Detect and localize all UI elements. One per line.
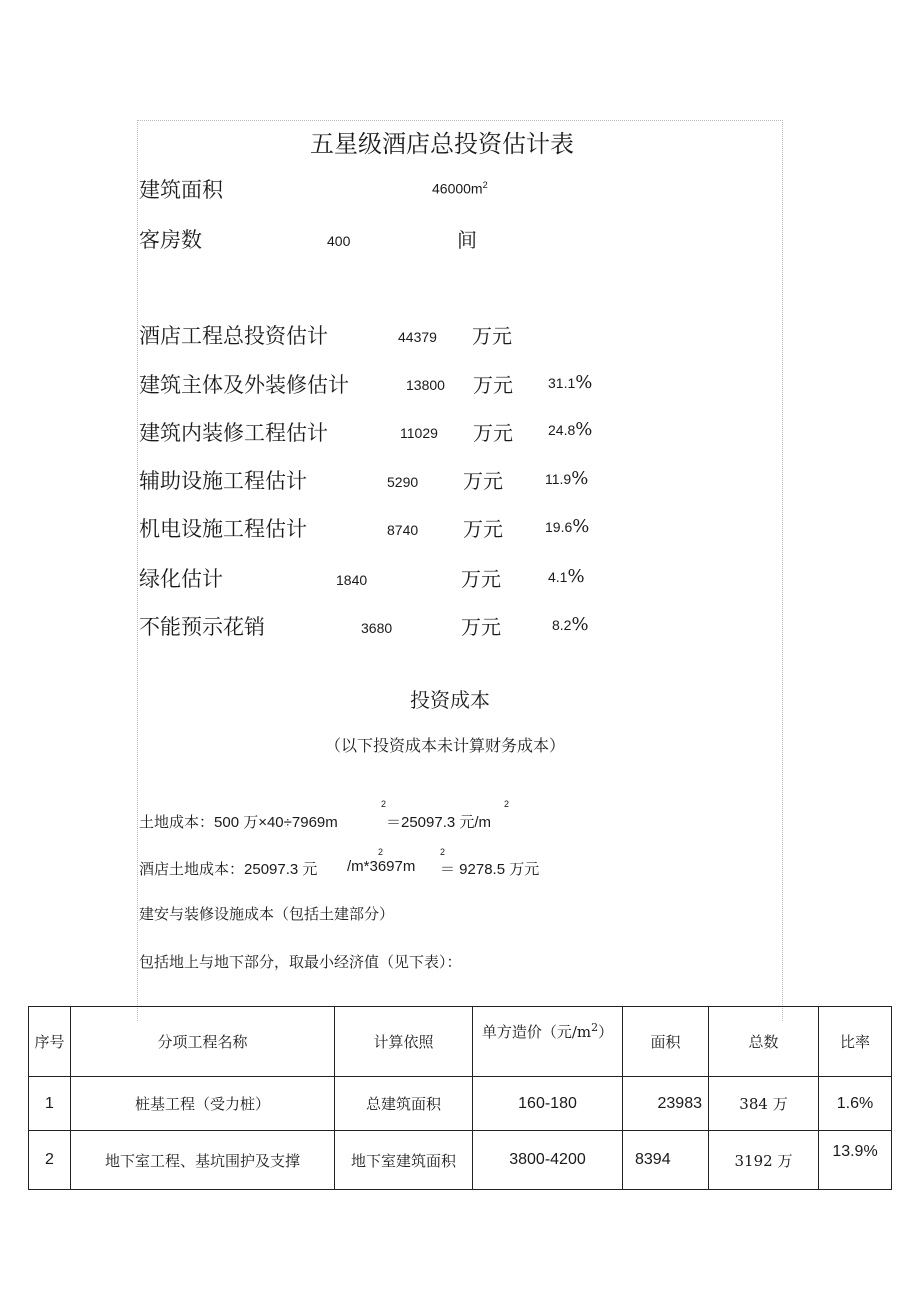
hotel-land-cost-part1: 25097.3 元 [244, 861, 318, 878]
cell-index: 2 [29, 1131, 71, 1190]
cell-ratio: 13.9% [819, 1131, 892, 1190]
item-unit: 万元 [463, 517, 503, 541]
hotel-land-cost-sup: 2 [440, 847, 446, 857]
item-percent: 24.8% [548, 419, 593, 440]
item-unit: 万元 [461, 567, 501, 591]
item-percent: 19.6% [545, 516, 590, 537]
cost-section-title: 投资成本 [410, 688, 490, 712]
land-cost-result: ＝25097.3 元/m [386, 814, 492, 831]
header-area: 面积 [623, 1007, 709, 1077]
hotel-land-cost-prefix: 酒店土地成本： [139, 860, 245, 878]
item-unit: 万元 [461, 615, 501, 639]
item-value: 13800 [406, 377, 445, 393]
hotel-land-cost-part2: /m*3697m [347, 858, 416, 875]
header-ratio: 比率 [819, 1007, 892, 1077]
page-frame [137, 120, 783, 1021]
cell-area: 8394 [623, 1131, 709, 1190]
header-item-name: 分项工程名称 [71, 1007, 335, 1077]
construction-cost-line: 建安与装修设施成本（包括土建部分） [139, 905, 395, 923]
header-unit-cost: 单方造价（元$/m^2$） [473, 1007, 623, 1077]
table-header-row [29, 1007, 892, 1077]
item-label: 建筑主体及外装修估计 [139, 373, 349, 397]
cell-index: 1 [29, 1077, 71, 1131]
area-value: $46000m^2$ [432, 180, 488, 197]
item-label: 建筑内装修工程估计 [139, 421, 328, 445]
header-total: 总数 [709, 1007, 819, 1077]
item-percent: 11.9% [545, 468, 589, 489]
cell-total: 384 万 [709, 1077, 819, 1131]
item-percent: 4.1% [548, 566, 585, 587]
item-label: 不能预示花销 [139, 615, 265, 639]
page-title: 五星级酒店总投资估计表 [310, 130, 574, 158]
header-basis: 计算依照 [335, 1007, 473, 1077]
rooms-unit: 间 [457, 228, 477, 252]
cost-section-note: （以下投资成本未计算财务成本） [325, 736, 566, 755]
land-cost-sup: 2 [504, 799, 510, 809]
hotel-land-cost-sup: 2 [378, 847, 384, 857]
item-value: 8740 [387, 522, 419, 538]
cell-unit-cost: 3800-4200 [473, 1131, 623, 1190]
cell-area: 23983 [623, 1077, 709, 1131]
cell-unit-cost: 160-180 [473, 1077, 623, 1131]
item-label: 酒店工程总投资估计 [139, 324, 328, 348]
header-index: 序号 [29, 1007, 71, 1077]
cost-table [28, 1006, 892, 1190]
rooms-value: 400 [327, 233, 351, 249]
cell-basis: 总建筑面积 [335, 1077, 473, 1131]
land-cost-line [139, 811, 338, 832]
item-unit: 万元 [473, 373, 513, 397]
cell-ratio: 1.6% [819, 1077, 892, 1131]
item-value: 1840 [336, 572, 368, 588]
cell-total: 3192 万 [709, 1131, 819, 1190]
item-percent: 8.2% [552, 614, 589, 635]
land-cost-formula: 500 万×40÷7969m [214, 814, 338, 831]
hotel-land-cost-result: ＝ 9278.5 万元 [440, 861, 540, 878]
item-label: 绿化估计 [139, 567, 223, 591]
table-intro-line: 包括地上与地下部分，取最小经济值（见下表）： [139, 953, 462, 971]
item-unit: 万元 [463, 469, 503, 493]
item-percent: 31.1% [548, 372, 593, 393]
item-value: 5290 [387, 474, 419, 490]
item-label: 机电设施工程估计 [139, 517, 307, 541]
table-row [29, 1131, 892, 1190]
land-cost-sup: 2 [381, 799, 387, 809]
item-value: 3680 [361, 620, 393, 636]
item-label: 辅助设施工程估计 [139, 469, 307, 493]
item-value: 11029 [400, 425, 438, 441]
table-row [29, 1077, 892, 1131]
cell-basis: 地下室建筑面积 [335, 1131, 473, 1190]
rooms-label: 客房数 [139, 228, 202, 252]
hotel-land-cost-line [139, 858, 317, 879]
area-label: 建筑面积 [139, 178, 223, 202]
item-value: 44379 [398, 329, 437, 345]
cell-item-name: 地下室工程、基坑围护及支撑 [71, 1131, 335, 1190]
cell-item-name: 桩基工程（受力桩） [71, 1077, 335, 1131]
land-cost-prefix: 土地成本： [139, 813, 215, 831]
item-unit: 万元 [473, 421, 513, 445]
item-unit: 万元 [472, 324, 512, 348]
